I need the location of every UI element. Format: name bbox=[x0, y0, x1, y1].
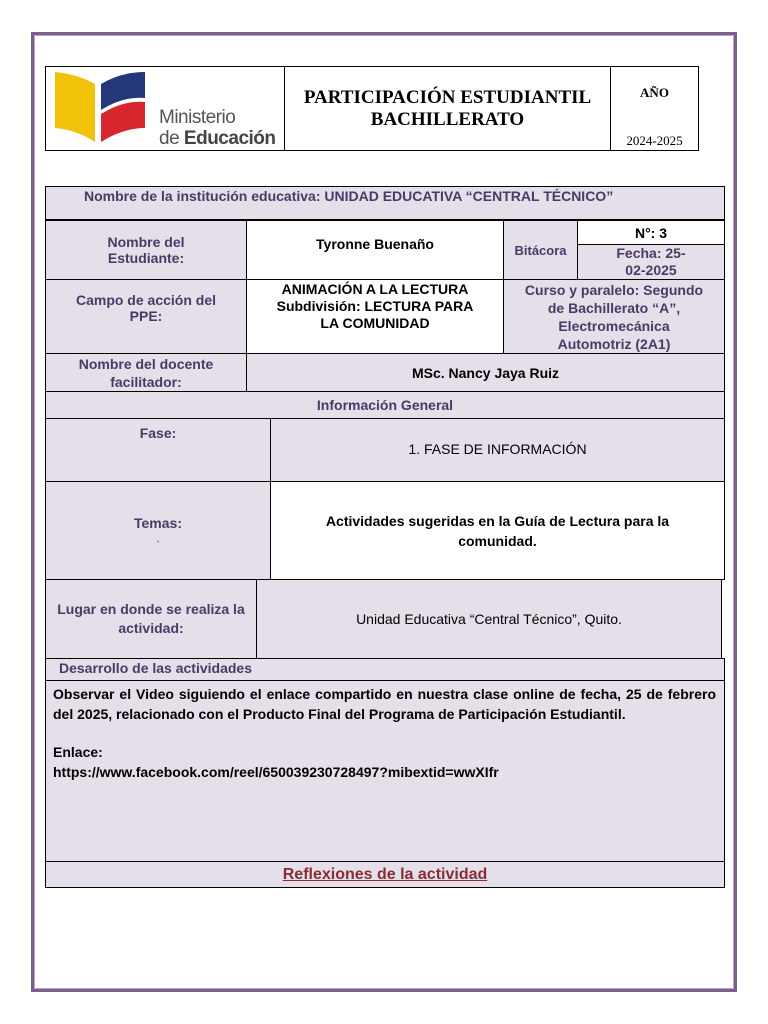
campo-line-1: ANIMACIÓN A LA LECTURA bbox=[281, 281, 469, 297]
logo-box bbox=[45, 66, 285, 151]
temas-label bbox=[45, 481, 271, 580]
logo-line-1: Ministerio bbox=[159, 107, 236, 128]
desarrollo-text: Observar el Video siguiendo el enlace compartido en nuestra clase online de fecha, 25 de febrero del 2025, relacionado con el Producto Final del Programa de Participación Estudiantil. bbox=[53, 686, 716, 722]
fase-label: Fase: bbox=[45, 418, 271, 482]
curso-paralelo: Curso y paralelo: Segundo de Bachillerato “A”, Electromecánica Automotriz (2A1) bbox=[503, 279, 725, 354]
title-box bbox=[284, 66, 611, 151]
bitacora-label: Bitácora bbox=[503, 220, 578, 280]
institution-row: Nombre de la institución educativa: UNIDAD EDUCATIVA “CENTRAL TÉCNICO” bbox=[45, 186, 725, 220]
year-value: 2024-2025 bbox=[626, 133, 683, 148]
temas-dot: . bbox=[156, 531, 160, 545]
logo-text bbox=[159, 107, 276, 149]
campo-line-2: Subdivisión: LECTURA PARA LA COMUNIDAD bbox=[276, 298, 474, 331]
document-title-line-1: PARTICIPACIÓN ESTUDIANTIL bbox=[303, 86, 592, 108]
desarrollo-body bbox=[45, 680, 725, 862]
desarrollo-heading: Desarrollo de las actividades bbox=[45, 658, 725, 681]
logo-line-2 bbox=[159, 128, 276, 149]
lugar-value: Unidad Educativa “Central Técnico”, Quito. bbox=[256, 579, 722, 659]
fase-value: 1. FASE DE INFORMACIÓN bbox=[270, 418, 725, 482]
campo-value bbox=[246, 279, 504, 354]
reflexiones-heading: Reflexiones de la actividad bbox=[45, 861, 725, 888]
enlace-url[interactable]: https://www.facebook.com/reel/650039230728497?mibextid=wwXIfr bbox=[53, 764, 499, 780]
lugar-label: Lugar en donde se realiza la actividad: bbox=[45, 579, 257, 659]
year-box bbox=[610, 66, 699, 151]
temas-value: Actividades sugeridas en la Guía de Lectura para la comunidad. bbox=[270, 481, 725, 580]
logo-de: de bbox=[159, 128, 184, 149]
year-label: AÑO bbox=[640, 85, 669, 100]
enlace-label: Enlace: bbox=[53, 744, 103, 760]
bitacora-date: Fecha: 25-02-2025 bbox=[577, 244, 725, 280]
docente-label: Nombre del docente facilitador: bbox=[45, 353, 247, 392]
student-label: Nombre del Estudiante: bbox=[45, 220, 247, 280]
info-general-heading: Información General bbox=[45, 391, 725, 419]
bitacora-number: N°: 3 bbox=[577, 220, 725, 245]
temas-label-text: Temas: bbox=[134, 515, 182, 531]
student-name: Tyronne Buenaño bbox=[246, 220, 504, 280]
document-title-line-2: BACHILLERATO bbox=[370, 108, 525, 130]
campo-label: Campo de acción del PPE: bbox=[45, 279, 247, 354]
ministerio-logo-icon bbox=[53, 70, 149, 144]
logo-educacion: Educación bbox=[183, 128, 276, 149]
docente-name: MSc. Nancy Jaya Ruiz bbox=[246, 353, 725, 392]
